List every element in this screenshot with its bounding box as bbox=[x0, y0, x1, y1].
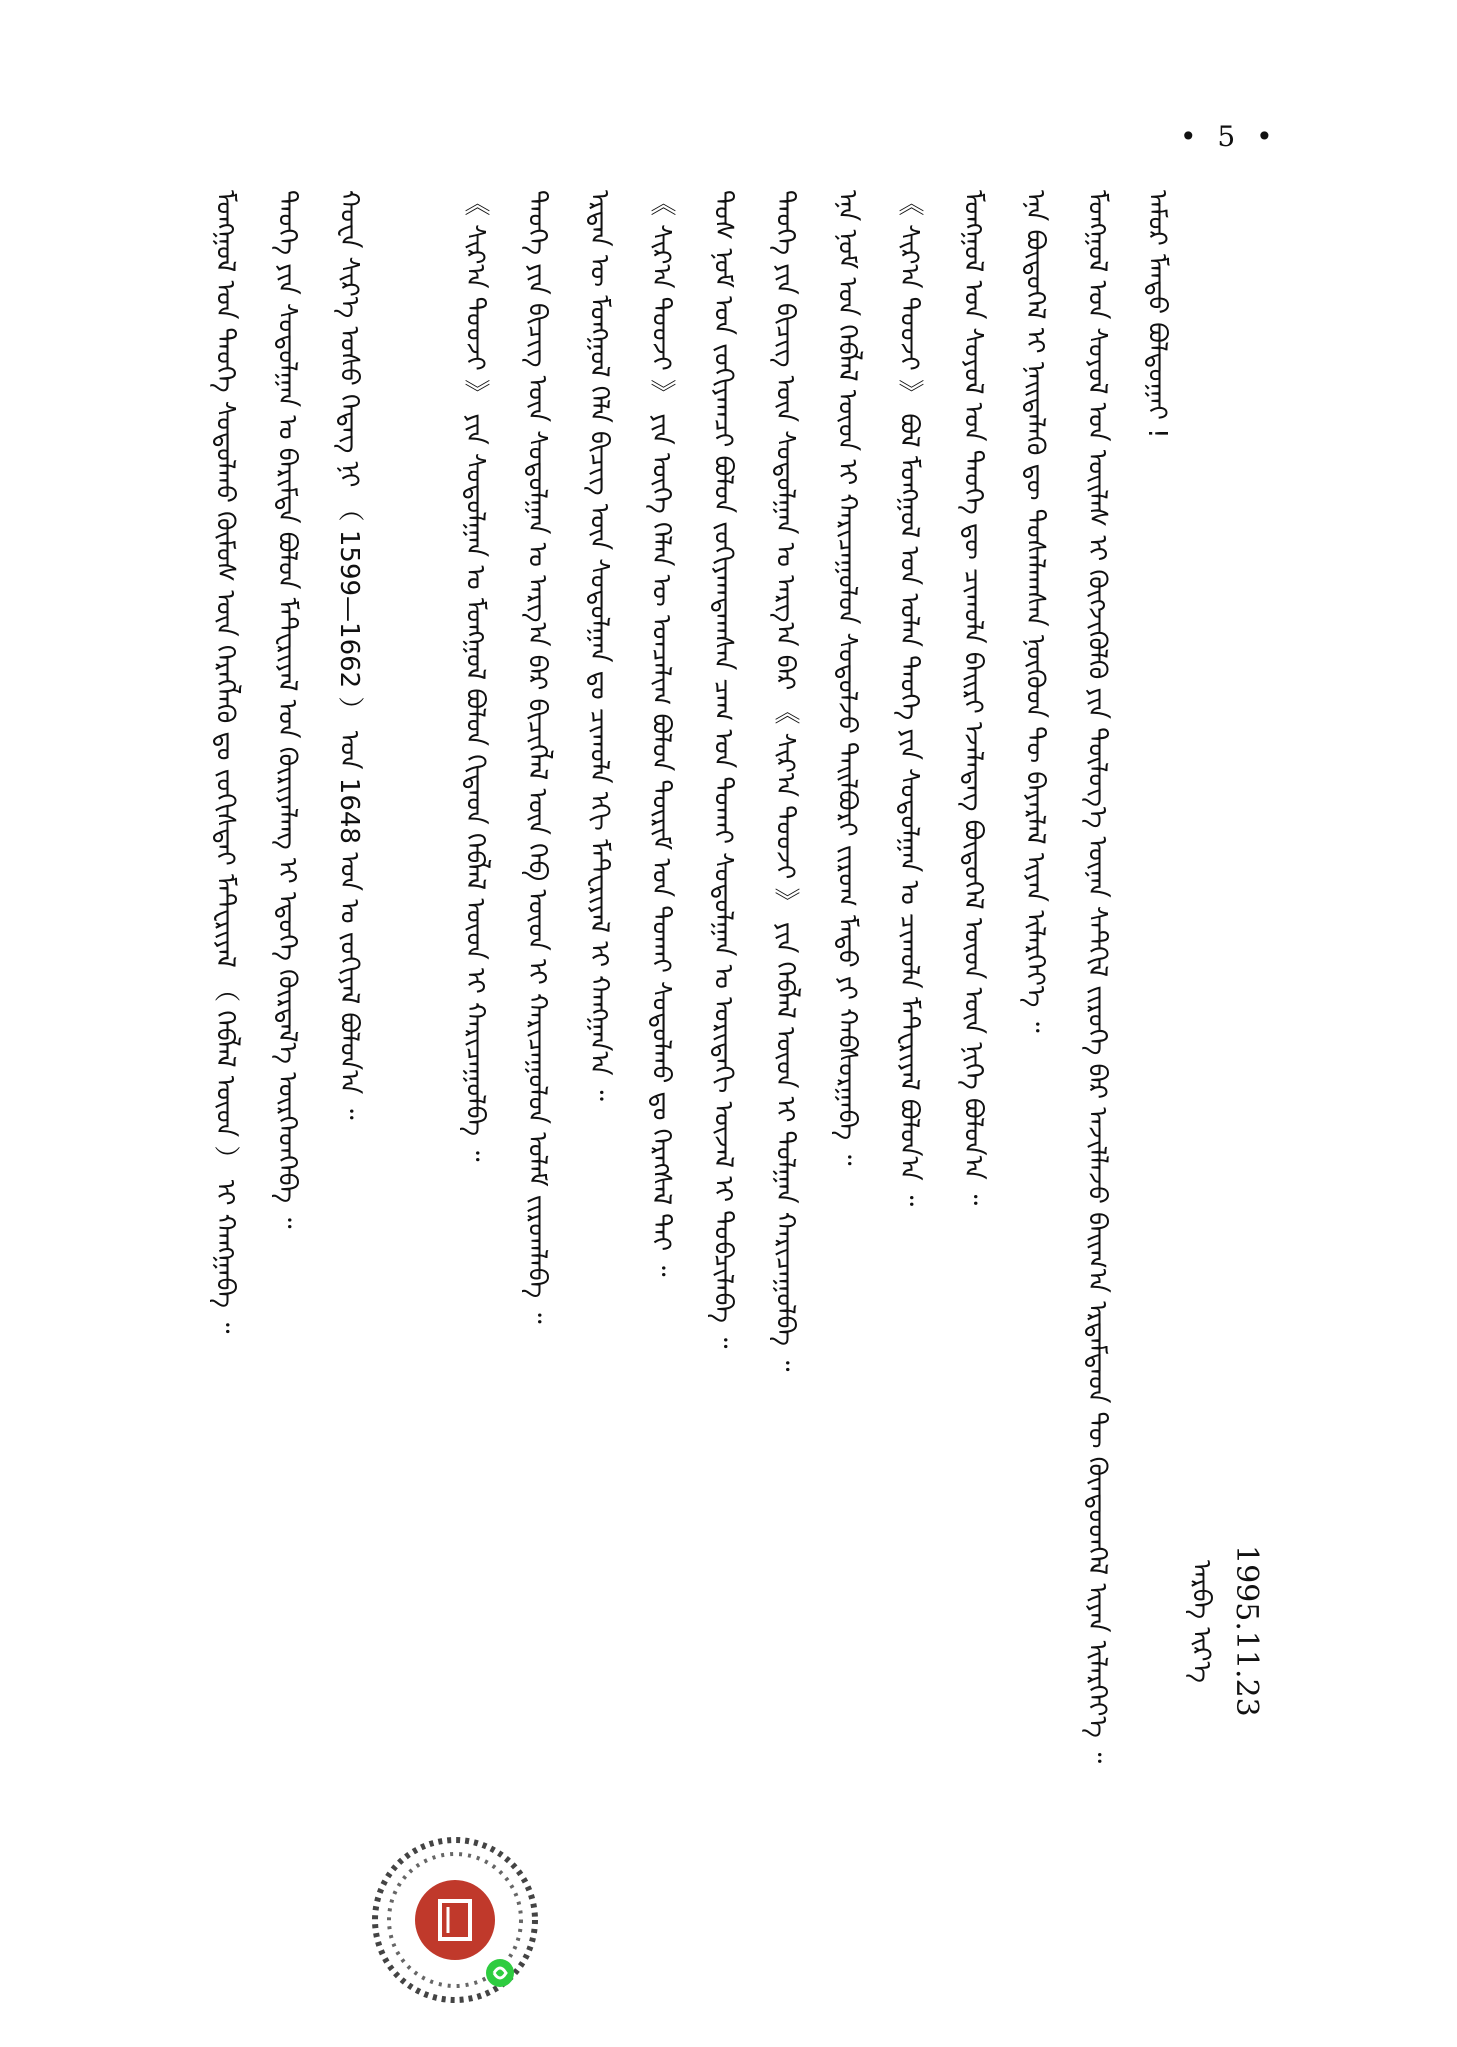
text-column-5: 《 ᠰᠢᠷ᠎ᠠ ᠲᠤᠤᠵᠢ 》 ᠪᠣᠯ ᠮᠣᠩᠭᠤᠯ ᠤᠨ ᠣᠯᠠᠨ ᠲᠡᠦᠬᠡ ᠶᠢᠨ ᠰᠤᠳᠤᠯᠭᠠᠨ ᠤ ᠴᠢᠬᠤᠯᠠ ᠮᠠᠲᠧᠷᠢᠶᠠᠯ ᠪᠣᠯᠤᠨ᠎ᠠ ᠃ bbox=[894, 190, 924, 1207]
signature-label: ᠠᠷᠪᠠ ᠢᠷ᠎ᠡ bbox=[1186, 1560, 1216, 1683]
text-column-6: ᠡᠨᠡ ᠨᠣᠮ ᠤᠨ ᠬᠡᠪᠯᠡᠯ ᠦᠳ ᠢ ᠬᠠᠷᠢᠴᠠᠭᠤᠯᠤᠨ ᠰᠤᠳᠤᠯᠵᠤ ᠲᠠᠢᠯᠪᠤᠷᠢ ᠵᠢᠷᠤᠭ ᠮᠡᠲᠦ ᠶᠢ ᠬᠠᠪᠰᠤᠷᠭᠠᠪᠠ ᠃ bbox=[832, 190, 862, 1166]
text-column-14: ᠲᠡᠦᠬᠡ ᠶᠢᠨ ᠰᠤᠳᠤᠯᠭᠠᠨ ᠤ ᠪᠠᠷᠢᠮᠲᠠ ᠪᠣᠯᠤᠨ ᠮᠠᠲᠧᠷᠢᠶᠠᠯ ᠤᠨ ᠬᠦᠷᠢᠶᠡᠯᠡᠩ ᠢ ᠡᠳᠦᠭᠡ ᠬᠦᠷᠲᠡᠯ᠎ᠡ ᠥᠷᠭᠡᠳᠭᠡᠪᠡ ᠃ bbox=[272, 190, 302, 1229]
qr-code-seal-icon[interactable] bbox=[370, 1835, 540, 2005]
text-column-15: ᠮᠣᠩᠭᠤᠯ ᠤᠨ ᠲᠡᠦᠬᠡ ᠰᠤᠳᠤᠯᠬᠤ ᠬᠦᠮᠦᠰ ᠦᠨ ᠬᠡᠷᠡᠭᠯᠡᠬᠦ ᠳᠤ ᠵᠣᠬᠢᠰᠲᠠᠢ ᠮᠠᠲᠧᠷᠢᠶᠠᠯ （ ᠬᠡᠪᠯᠡᠯ ᠦᠳ ） ᠢ ᠬᠠᠩᠭᠠᠪᠠ ᠃ bbox=[210, 190, 240, 1334]
text-column-3: ᠡᠨᠡ ᠪᠦᠲᠦᠭᠡᠯ ᠢ ᠨᠡᠢᠲᠡᠯᠡᠬᠦ ᠳᠦ ᠲᠤᠰᠠᠯᠠᠭᠰᠠᠨ ᠨᠥᠬᠦᠳ ᠲᠦ ᠪᠠᠶᠠᠷᠯᠠᠯ ᠢᠶᠠᠨ ᠢᠯᠡᠷᠭᠡᠶ᠎ᠡ ᠃ bbox=[1020, 190, 1050, 1033]
text-column-7: ᠲᠡᠦᠬᠡ ᠶᠢᠨ ᠪᠢᠴᠢᠭ ᠦᠨ ᠰᠤᠳᠤᠯᠭᠠᠨ ᠤ ᠠᠷᠭ᠎ᠠ ᠪᠠᠷ 《 ᠰᠢᠷ᠎ᠠ ᠲᠤᠤᠵᠢ 》 ᠶᠢᠨ ᠬᠡᠪᠯᠡᠯ ᠦᠳ ᠢ ᠲᠤᠯᠭᠠᠨ ᠬᠠᠷᠢᠴᠠᠭᠤᠯᠪᠠ ᠃ bbox=[770, 190, 800, 1372]
text-column-11: ᠲᠡᠦᠬᠡ ᠶᠢᠨ ᠪᠢᠴᠢᠭ ᠦᠨ ᠰᠤᠳᠤᠯᠭᠠᠨ ᠤ ᠠᠷᠭ᠎ᠠ ᠪᠠᠷ ᠪᠢᠴᠢᠭᠯᠡᠯ ᠦᠨ ᠬᠡᠪ ᠦᠳ ᠢ ᠬᠠᠷᠢᠴᠠᠭᠤᠯᠤᠨ ᠤᠯᠠᠮ ᠵᠢᠷᠤᠭᠯᠠᠪᠠ ᠃ bbox=[522, 190, 552, 1324]
text-column-8: ᠲᠤᠰ ᠨᠣᠮ ᠤᠨ ᠵᠣᠬᠢᠶᠠᠭᠴᠢ ᠪᠣᠯᠤᠨ ᠵᠣᠬᠢᠶᠠᠭᠳᠠᠭᠰᠠᠨ ᠴᠠᠭ ᠤᠨ ᠲᠤᠬᠠᠢ ᠰᠤᠳᠤᠯᠭᠠᠨ ᠤ ᠤᠷᠢᠳᠠᠬᠢ ᠦᠵᠡᠯ ᠢ ᠲᠣᠪᠴᠢᠯᠠᠪᠠ ᠃ bbox=[708, 190, 738, 1349]
text-column-12: 《 ᠰᠢᠷ᠎ᠠ ᠲᠤᠤᠵᠢ 》 ᠶᠢᠨ ᠰᠤᠳᠤᠯᠭᠠᠨ ᠤ ᠮᠣᠩᠭᠤᠯ ᠪᠣᠯᠤᠨ ᠬᠢᠲᠠᠳ ᠬᠡᠪᠯᠡᠯ ᠦᠳ ᠢ ᠬᠠᠷᠢᠴᠠᠭᠤᠯᠪᠠ ᠃ bbox=[460, 190, 490, 1162]
vertical-text-body bbox=[200, 190, 1180, 2010]
text-column-13: ᠬᠣᠸᠠ ᠰᠢᠷ᠎ᠡ ᠤᠰᠤ ᠭᠡᠳᠡᠭ ᠨᠢ （ 1599—1662 ） ᠤᠨ 1648 ᠣᠨ ᠤ ᠵᠣᠬᠢᠶᠠᠯ ᠪᠣᠯᠤᠨ᠎ᠠ ᠃ bbox=[334, 190, 364, 1120]
text-column-1: ᠠᠮᠤᠷ ᠮᠡᠨᠳᠦ ᠪᠣᠯᠲᠤᠭᠠᠢ ! bbox=[1142, 190, 1172, 439]
text-column-9: 《 ᠰᠢᠷ᠎ᠠ ᠲᠤᠤᠵᠢ 》 ᠶᠢᠨ ᠦᠭᠡ ᠬᠡᠯᠡᠨ ᠦ ᠣᠨᠴᠠᠯᠢᠭ ᠪᠣᠯᠤᠨ ᠳᠦᠷᠢᠮ ᠤᠨ ᠲᠤᠬᠠᠢ ᠰᠤᠳᠤᠯᠬᠤ ᠳᠤ ᠬᠡᠷᠡᠭᠰᠡᠯ ᠲᠠᠢ ᠃ bbox=[646, 190, 676, 1277]
date-line: 1995.11.23 bbox=[1229, 1545, 1264, 1717]
text-column-10: ᠡᠷᠲᠡᠨ ᠦ ᠮᠣᠩᠭᠤᠯ ᠬᠡᠯᠡ ᠪᠢᠴᠢᠭ ᠦᠨ ᠰᠤᠳᠤᠯᠭᠠᠨ ᠳᠤ ᠴᠢᠬᠤᠯᠠ ᠡᠬᠢ ᠮᠠᠲᠧᠷᠢᠶᠠᠯ ᠢ ᠬᠠᠩᠭᠠᠨ᠎ᠠ ᠃ bbox=[584, 190, 614, 1101]
text-column-4: ᠮᠣᠩᠭᠤᠯ ᠤᠨ ᠰᠣᠶᠤᠯ ᠤᠨ ᠲᠡᠦᠬᠡ ᠳᠦ ᠴᠢᠬᠤᠯᠠ ᠪᠠᠢᠷᠢ ᠡᠵᠡᠯᠡᠳᠡᠭ ᠪᠦᠲᠦᠭᠡᠯ ᠦᠳ ᠦᠨ ᠨᠢᠭᠡ ᠪᠣᠯᠤᠨ᠎ᠠ ᠃ bbox=[958, 190, 988, 1206]
text-column-2: ᠮᠣᠩᠭᠤᠯ ᠤᠨ ᠰᠣᠶᠤᠯ ᠤᠨ ᠦᠢᠯᠡᠰ ᠢ ᠬᠦᠭᠵᠢᠭᠦᠯᠬᠦ ᠶᠢᠨ ᠲᠥᠯᠦᠭ᠎ᠡ ᠦᠨᠡᠨ ᠰᠡᠲᠭᠢᠯ ᠵᠢᠷᠦᠬᠡ ᠪᠡᠷ ᠠᠵᠢᠯᠯᠠᠵᠤ ᠪᠠᠢᠭ᠎ᠠ ᠡᠷᠳᠡᠮᠲᠡᠳ ᠲᠦ ᠬᠦᠨᠳᠦᠳᠬᠡᠯ ᠢᠶᠡᠨ ᠢᠯᠡᠷᠭᠡᠶ᠎ᠡ ᠃ bbox=[1082, 190, 1112, 1764]
page-number: • 5 • bbox=[1180, 120, 1279, 153]
